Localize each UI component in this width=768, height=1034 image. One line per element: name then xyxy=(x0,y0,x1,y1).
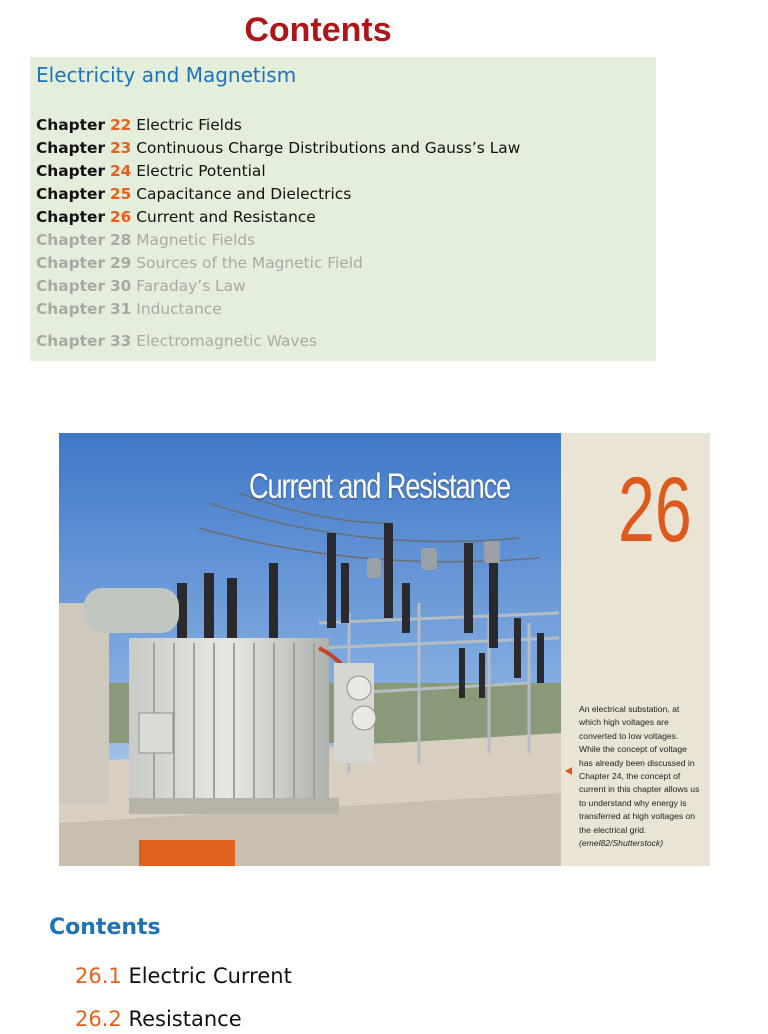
chapter-row[interactable] xyxy=(36,330,317,352)
chapter-number: 31 xyxy=(109,300,132,318)
chapter-row[interactable] xyxy=(36,160,266,182)
chapter-title: Current and Resistance xyxy=(249,467,511,506)
chapter-title: Current and Resistance xyxy=(136,208,316,226)
chapter-number: 28 xyxy=(109,231,132,249)
chapter-word: Chapter xyxy=(36,116,106,134)
chapter-word: Chapter xyxy=(36,254,106,272)
page-title: Contents xyxy=(244,11,392,49)
caption-text: An electrical substation, at which high voltages are converted to low voltages. While the concept of voltage has already been discussed in Chapter 24, the concept of current in this chapter allows us to understand why energy is transferred at high voltages on the electrical grid. xyxy=(579,704,700,835)
chapter-title: Continuous Charge Distributions and Gauss’s Law xyxy=(136,139,521,157)
chapter-number: 22 xyxy=(109,116,132,134)
chapter-row[interactable] xyxy=(36,137,520,159)
chapter-word: Chapter xyxy=(36,185,106,203)
chapter-number: 24 xyxy=(109,162,132,180)
chapter-row[interactable] xyxy=(36,229,255,251)
contents-heading: Contents xyxy=(49,915,161,940)
chapter-title: Electric Potential xyxy=(136,162,266,180)
chapter-word: Chapter xyxy=(36,332,106,350)
chapter-number: 25 xyxy=(109,185,132,203)
section-title: Electric Current xyxy=(128,964,292,988)
chapter-number: 33 xyxy=(109,332,132,350)
chapter-title: Inductance xyxy=(136,300,222,318)
chapter-title: Electric Fields xyxy=(136,116,242,134)
chapter-number: 26 xyxy=(618,459,692,561)
chapter-number: 26 xyxy=(109,208,132,226)
chapter-word: Chapter xyxy=(36,277,106,295)
chapter-word: Chapter xyxy=(36,300,106,318)
chapter-title: Electromagnetic Waves xyxy=(136,332,317,350)
section-number: 26.2 xyxy=(75,1007,122,1031)
chapter-row[interactable] xyxy=(36,298,222,320)
chapter-word: Chapter xyxy=(36,139,106,157)
chapter-number: 23 xyxy=(109,139,132,157)
chapter-title: Sources of the Magnetic Field xyxy=(136,254,363,272)
photo-caption xyxy=(579,703,701,850)
chapter-row[interactable] xyxy=(36,183,351,205)
chapter-row[interactable] xyxy=(36,252,363,274)
chapter-title: Faraday’s Law xyxy=(136,277,246,295)
chapter-title: Magnetic Fields xyxy=(136,231,256,249)
storyline-tab xyxy=(139,840,235,866)
chapter-number: 30 xyxy=(109,277,132,295)
chapter-opener-image xyxy=(59,433,710,866)
section-number: 26.1 xyxy=(75,964,122,988)
chapter-title: Capacitance and Dielectrics xyxy=(136,185,352,203)
section-item[interactable] xyxy=(75,961,292,991)
chapter-word: Chapter xyxy=(36,231,106,249)
chapter-row[interactable] xyxy=(36,275,246,297)
chapter-word: Chapter xyxy=(36,162,106,180)
chapter-row[interactable] xyxy=(36,114,242,136)
section-title: Resistance xyxy=(128,1007,242,1031)
chapter-word: Chapter xyxy=(36,208,106,226)
toc-heading: Electricity and Magnetism xyxy=(36,63,297,87)
caption-arrow-icon xyxy=(565,767,572,775)
section-item[interactable] xyxy=(75,1004,242,1034)
photo-credit: (emel82/Shutterstock) xyxy=(579,838,664,849)
chapter-row[interactable] xyxy=(36,206,316,228)
chapter-number: 29 xyxy=(109,254,132,272)
toc-panel xyxy=(30,57,656,361)
